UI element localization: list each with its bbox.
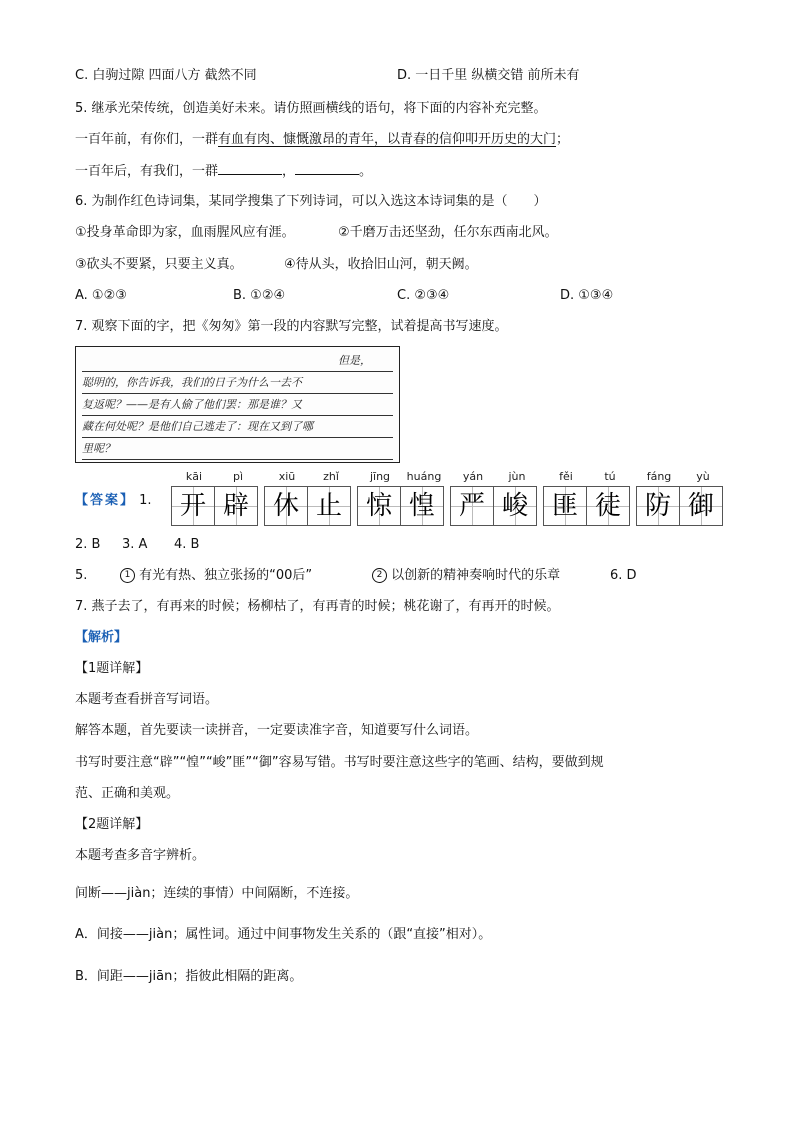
q6-stem: 6. 为制作红色诗词集，某同学搜集了下列诗词，可以入选这本诗词集的是（ ） <box>75 194 547 209</box>
analysis-paragraph: A．间接——jiàn；属性词。通过中间事物发生关系的（跟“直接”相对）。 <box>75 927 492 942</box>
q7-stem: 7. 观察下面的字，把《匆匆》第一段的内容默写完整，试着提高书写速度。 <box>75 319 508 334</box>
pinyin: jùn <box>508 470 526 483</box>
analysis-paragraph: 范、正确和美观。 <box>75 786 180 801</box>
char-cell: 徒 <box>586 486 630 526</box>
q6-poem-3: ③砍头不要紧，只要主义真。 <box>75 257 243 272</box>
q5-line2 <box>75 162 372 181</box>
char-cell: 严 <box>450 486 494 526</box>
analysis-paragraph: 间断——jiàn；连续的事情）中间隔断，不连接。 <box>75 886 359 901</box>
char-cell: 开 <box>171 486 215 526</box>
answer-q2: 2. B <box>75 537 101 552</box>
q5-blank-1[interactable] <box>218 162 282 175</box>
q4-option-d: D. 一日千里 纵横交错 前所未有 <box>397 68 580 83</box>
handwriting-sample <box>75 346 400 463</box>
pinyin: huáng <box>406 470 442 483</box>
handwriting-line: 复返呢？——是有人偷了他们罢：那是谁？又 <box>82 395 393 416</box>
pinyin: kāi <box>185 470 203 483</box>
char-cell: 辟 <box>214 486 258 526</box>
handwriting-line: 聪明的，你告诉我，我们的日子为什么一去不 <box>82 373 393 394</box>
handwriting-line: 藏在何处呢？是他们自己逃走了：现在又到了哪 <box>82 417 393 438</box>
q6-poem-4: ④待从头，收拾旧山河，朝天阙。 <box>284 257 478 272</box>
pinyin: yán <box>462 470 484 483</box>
circled-number-1: 1 <box>120 568 135 583</box>
answer-q4: 4. B <box>174 537 200 552</box>
q6-option-c: C. ②③④ <box>397 288 450 303</box>
q4-option-c: C. 白驹过隙 四面八方 截然不同 <box>75 68 257 83</box>
analysis-paragraph: 本题考查看拼音写词语。 <box>75 692 219 707</box>
q5-line1-prefix: 一百年前，有你们，一群 <box>75 132 219 147</box>
q5-blank-2[interactable] <box>295 162 359 175</box>
pinyin: yù <box>696 470 710 483</box>
circled-number-2: 2 <box>372 568 387 583</box>
q5-line2-sep: ， <box>282 164 296 179</box>
char-cell: 惶 <box>400 486 444 526</box>
char-cell: 惊 <box>357 486 401 526</box>
char-cell: 止 <box>307 486 351 526</box>
answer-q5-text1: 有光有热、独立张扬的“00后” <box>139 568 313 583</box>
analysis-paragraph: B．间距——jiān；指彼此相隔的距离。 <box>75 969 303 984</box>
answer-tag: 【答案】 <box>75 493 136 508</box>
answer-label <box>75 492 152 510</box>
char-cell: 匪 <box>543 486 587 526</box>
handwriting-line: 但是， <box>82 351 393 372</box>
pinyin: pì <box>232 470 244 483</box>
answer-q6: 6. D <box>610 568 637 583</box>
q6-poem-2: ②千磨万击还坚劲，任尔东西南北风。 <box>338 225 558 240</box>
analysis-tag: 【解析】 <box>75 630 128 645</box>
answer-q5-part2 <box>372 567 560 585</box>
handwriting-line: 里呢？ <box>82 439 393 460</box>
answer-q5-text2: 以创新的精神奏响时代的乐章 <box>391 568 561 583</box>
analysis-paragraph: 本题考查多音字辨析。 <box>75 848 206 863</box>
char-cell: 休 <box>264 486 308 526</box>
q5-underlined-text: 有血有肉、慷慨激昂的青年，以青春的信仰叩开历史的大门 <box>218 132 557 147</box>
q6-option-a: A. ①②③ <box>75 288 127 303</box>
answer-q7: 7. 燕子去了，有再来的时候；杨柳枯了，有再青的时候；桃花谢了，有再开的时候。 <box>75 599 560 614</box>
q6-option-d: D. ①③④ <box>560 288 614 303</box>
pinyin: zhǐ <box>323 470 339 483</box>
analysis-paragraph: 书写时要注意“辟”“惶”“峻”匪”“御”容易写错。书写时要注意这些字的笔画、结构，要做到规 <box>75 755 604 770</box>
analysis-heading-2: 【2题详解】 <box>75 817 149 832</box>
q5-line2-suffix: 。 <box>359 164 373 179</box>
analysis-paragraph: 解答本题，首先要读一读拼音，一定要读准字音，知道要写什么词语。 <box>75 723 479 738</box>
q5-line1 <box>75 131 569 149</box>
q6-poem-1: ①投身革命即为家，血雨腥风应有涯。 <box>75 225 295 240</box>
char-cell: 御 <box>679 486 723 526</box>
char-cell: 防 <box>636 486 680 526</box>
char-cell: 峻 <box>493 486 537 526</box>
q5-line2-prefix: 一百年后，有我们，一群 <box>75 164 219 179</box>
answer-q1-number: 1. <box>139 493 152 508</box>
pinyin: fáng <box>646 470 672 483</box>
pinyin: jīng <box>369 470 391 483</box>
q6-option-b: B. ①②④ <box>233 288 286 303</box>
analysis-heading-1: 【1题详解】 <box>75 661 149 676</box>
answer-q3: 3. A <box>122 537 148 552</box>
pinyin: tú <box>604 470 616 483</box>
answer-q5-part1 <box>120 567 312 585</box>
answer-q5-number: 5. <box>75 568 88 583</box>
q5-line1-suffix: ； <box>556 132 570 147</box>
pinyin: fěi <box>559 470 573 483</box>
pinyin: xiū <box>278 470 296 483</box>
q5-stem: 5. 继承光荣传统，创造美好未来。请仿照画横线的语句，将下面的内容补充完整。 <box>75 101 547 116</box>
